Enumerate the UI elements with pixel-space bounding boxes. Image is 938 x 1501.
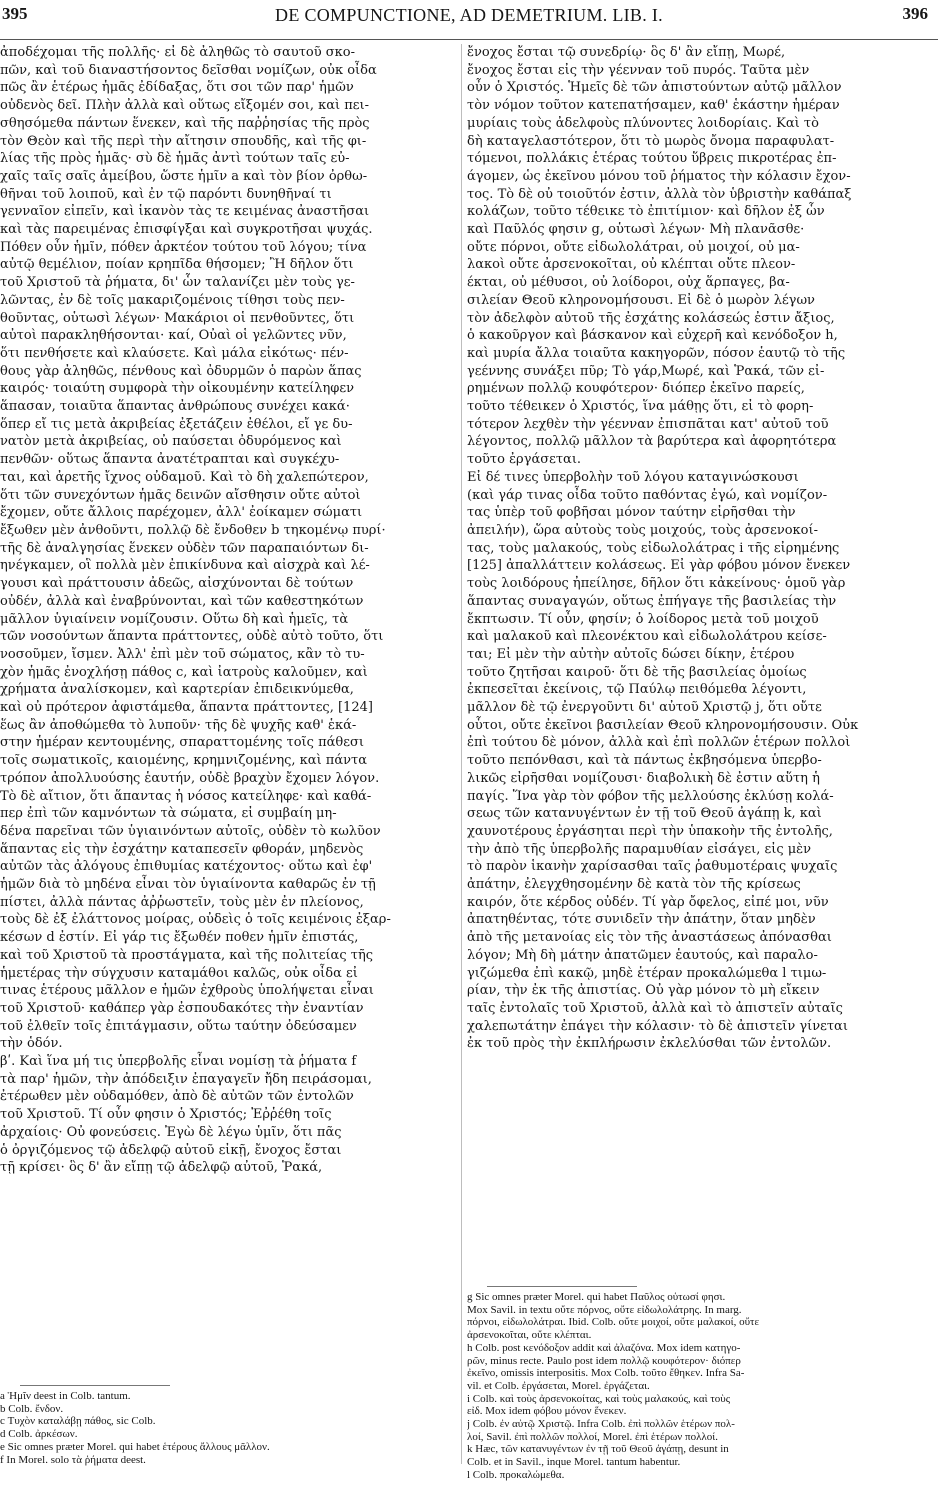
right-footnotes: g Sic omnes præter Morel. qui habet Παῦλος οὑτωσί φησι. Mox Savil. in textu οὔτε πόρνος, οὔτε εἰδωλολάτρης. In marg. πόρνοι, εἰδωλολάτραι. Ibid. Colb. οὔτε μοιχοί, οὔτε μαλακοί, οὔτε ἀρσενοκοῖται, οὔτε κλέπται. h Colb. post κενόδοξον addit καὶ ἀλαζόνα. Mox idem κατηγο- ρῶν, minus recte. Paulo post idem πολλῷ κουφότερον· διόπερ ἐκεῖνο, omissis interpositis. Mox Colb. τοῦτο ἔθηκεν. Infra Sa- vil. et Colb. ἐργάσεται, Morel. ἐργάζεται. i Colb. καὶ τοὺς ἀρσενοκοίτας, καὶ τοὺς μαλακούς, καὶ τοὺς εἰδ. Mox idem φόβου μόνον ἕνεκεν. j Colb. ἐν αὐτῷ Χριστῷ. Infra Colb. ἐπὶ πολλῶν ἑτέρων πολ- λοί, Savil. ἐπὶ πολλῶν πολλοί, Morel. ἐπὶ ἑτέρων πολλοί. k Hæc, τῶν κατανυγέντων ἐν τῇ τοῦ Θεοῦ ἀγάπῃ, desunt in Colb. et in Savil., inque Morel. tantum habentur. l Colb. προκαλώμεθα. bbox=[467, 1291, 760, 1481]
left-column bbox=[0, 44, 456, 1501]
left-column-text: ἀποδέχομαι τῆς πολλῆς· εἰ δὲ ἀληθῶς τὸ σαυτοῦ σκο- πῶν, καὶ τοῦ διαναστήσοντος δεῖσθαι νομίζων, οὐκ οἶδα πῶς ἂν ἑτέρως ἡμᾶς ἐδίδαξας, ὅτι σοι τῶν παρ' ἡμῶν οὐδενὸς δεῖ. Πλὴν ἀλλὰ καὶ οὕτως εἴξομέν σοι, καὶ πει- σθησόμεθα πάντων ἕνεκεν, καὶ τῆς παῤῥησίας τῆς πρὸς τὸν Θεὸν καὶ τῆς περὶ τὴν αἴτησιν σπουδῆς, καὶ τῆς φι- λίας τῆς πρὸς ἡμᾶς· σὺ δὲ ἡμᾶς ἀντὶ τούτων ταῖς εὐ- χαῖς ταῖς σαῖς ἀμείβου, ὥστε ἡμῖν a καὶ τὸν βίον ὀρθω- θῆναι τοῦ λοιποῦ, καὶ ἐν τῷ παρόντι δυνηθῆναί τι γενναῖον εἰπεῖν, καὶ ἱκανὸν τὰς τε κειμένας ἀναστῆσαι καὶ τὰς παρειμένας ἐπισφίγξαι καὶ συγκροτῆσαι ψυχάς. Πόθεν οὖν ἡμῖν, πόθεν ἀρκτέον τούτου τοῦ λόγου; τίνα αὐτῷ θεμέλιον, ποίαν κρηπῖδα θήσομεν; Ἢ δῆλον ὅτι τοῦ Χριστοῦ τὰ ῥήματα, δι' ὧν ταλανίζει μὲν τοὺς γε- λῶντας, ἐν δὲ τοῖς μακαριζομένοις τίθησι τοὺς πεν- θοῦντας, οὑτωσὶ λέγων· Μακάριοι οἱ πενθοῦντες, ὅτι αὐτοὶ παρακληθήσονται· καί, Οὐαὶ οἱ γελῶντες νῦν, ὅτι πενθήσετε καὶ κλαύσετε. Καὶ μάλα εἰκότως· πέν- θους γὰρ ἀληθῶς, πένθους καὶ ὀδυρμῶν ὁ παρὼν ἅπας καιρός· τοιαύτη συμφορὰ τὴν οἰκουμένην κατείληφεν ἅπασαν, τοιαῦτα ἅπαντας ἀνθρώπους συνέχει κακά· ὅπερ εἴ τις μετὰ ἀκριβείας ἐξετάζειν ἐθέλοι, εἴ γε δυ- νατὸν μετὰ ἀκριβείας, οὐ παύσεται ὀδυρόμενος καὶ πενθῶν· οὕτως ἅπαντα ἀνατέτραπται καὶ συγκέχυ- ται, καὶ ἀρετῆς ἴχνος οὐδαμοῦ. Καὶ τὸ δὴ χαλεπώτερον, ὅτι τῶν συνεχόντων ἡμᾶς δεινῶν αἴσθησιν οὔτε αὐτοὶ ἔχομεν, οὔτε ἄλλοις παρέχομεν, ἀλλ' ἐοίκαμεν σώματι ἔξωθεν μὲν ἀνθοῦντι, πολλῷ δὲ ἔνδοθεν b τηκομένῳ πυρί· τῆς δὲ ἀναλγησίας ἕνεκεν οὐδὲν τῶν παραπαιόντων δι- ηνέγκαμεν, οἳ πολλὰ μὲν ἐπικίνδυνα καὶ αἰσχρὰ καὶ λέ- γουσι καὶ πράττουσιν ἀδεῶς, αἰσχύνονται δὲ τούτων οὐδέν, ἀλλὰ καὶ ἐναβρύνονται, καὶ τῶν καθεστηκότων μᾶλλον ὑγιαίνειν νομίζουσιν. Οὕτω δὴ καὶ ἡμεῖς, τὰ τῶν νοσούντων ἅπαντα πράττοντες, οὐδὲ αὐτὸ τοῦτο, ὅτι νοσοῦμεν, ἴσμεν. Ἀλλ' ἐπὶ μὲν τοῦ σώματος, κἂν τὸ τυ- χὸν ἡμᾶς ἐνοχλήσῃ πάθος c, καὶ ἰατροὺς καλοῦμεν, καὶ χρήματα ἀναλίσκομεν, καὶ καρτερίαν ἐπιδεικνύμεθα, καὶ οὐ πρότερον ἀφιστάμεθα, ἅπαντα πράττοντες, [124] ἕως ἂν ἀποθώμεθα τὸ λυποῦν· τῆς δὲ ψυχῆς καθ' ἑκά- στην ἡμέραν κεντουμένης, σπαραττομένης τοῖς πάθεσι τοῖς σωματικοῖς, καιομένης, κρημνιζομένης, καὶ πάντα τρόπον ἀπολλυούσης ἑαυτήν, οὐδὲ βραχὺν ἔχομεν λόγον. Τὸ δὲ αἴτιον, ὅτι ἅπαντας ἡ νόσος κατείληφε· καὶ καθά- περ ἐπὶ τῶν καμνόντων τὰ σώματα, εἰ συμβαίη μη- δένα παρεῖναι τῶν ὑγιαινόντων αὐτοῖς, οὐδὲν τὸ κωλῦον ἅπαντας εἰς τὴν ἐσχάτην καταπεσεῖν φθοράν, μηδενὸς αὐτῶν τὰς ἀλόγους ἐπιθυμίας κατέχοντος· οὕτω καὶ ἐφ' ἡμῶν διὰ τὸ μηδένα εἶναι τὸν ὑγιαίνοντα καθαρῶς ἐν τῇ πίστει, ἀλλὰ πάντας ἀῤῥωστεῖν, τοὺς μὲν ἐν πλείονος, τοὺς δὲ ἐξ ἐλάττονος μοίρας, οὐδεὶς ὁ τοῖς κειμένοις ἐξαρ- κέσων d ἐστίν. Εἰ γάρ τις ἔξωθέν ποθεν ἡμῖν ἐπιστάς, καὶ τοῦ Χριστοῦ τὰ προστάγματα, καὶ τῆς πολιτείας τῆς ἡμετέρας τὴν σύγχυσιν καταμάθοι καλῶς, οὐκ οἶδα εἰ τινας ἑτέρους μᾶλλον e ἡμῶν ἐχθροὺς ὑπολήψεται εἶναι τοῦ Χριστοῦ· καθάπερ γὰρ ἐσπουδακότες τὴν ἐναντίαν τοῦ ἐλθεῖν τοῖς ἐπιτάγμασιν, οὕτω ταύτην ὀδεύσαμεν τὴν ὁδόν. βʹ. Καὶ ἵνα μή τις ὑπερβολῆς εἶναι νομίσῃ τὰ ῥήματα f τὰ παρ' ἡμῶν, τὴν ἀπόδειξιν ἐπαγαγεῖν ἤδη πειράσομαι, ἐτέρωθεν μὲν οὐδαμόθεν, ἀπὸ δὲ αὐτῶν τῶν ἐντολῶν τοῦ Χριστοῦ. Τί οὖν φησιν ὁ Χριστός; Ἐῤῥέθη τοῖς ἀρχαίοις· Οὐ φονεύσεις. Ἐγὼ δὲ λέγω ὑμῖν, ὅτι πᾶς ὁ ὀργιζόμενος τῷ ἀδελφῷ αὐτοῦ εἰκῇ, ἔνοχος ἔσται τῇ κρίσει· ὃς δ' ἂν εἴπῃ τῷ ἀδελφῷ αὐτοῦ, Ῥακά, bbox=[0, 45, 391, 1176]
left-footnote-rule bbox=[20, 1385, 170, 1386]
right-column bbox=[467, 44, 932, 1501]
right-footnote-rule bbox=[487, 1286, 637, 1287]
left-footnotes: a Ἡμῖν deest in Colb. tantum. b Colb. ἔνδον. c Τυχὸν καταλάβῃ πάθος, sic Colb. d Colb. ἀρκέσων. e Sic omnes præter Morel. qui habet ἑτέρους ἄλλους μᾶλλον. f In Morel. solo τὰ ῥήματα deest. bbox=[0, 1390, 270, 1466]
running-head bbox=[0, 0, 938, 36]
page-number-right: 396 bbox=[902, 4, 928, 23]
page-number-left: 395 bbox=[2, 4, 28, 23]
column-divider bbox=[461, 44, 462, 1464]
right-column-text: ἔνοχος ἔσται τῷ συνεδρίῳ· ὃς δ' ἂν εἴπῃ, Μωρέ, ἔνοχος ἔσται εἰς τὴν γέενναν τοῦ πυρός. Ταῦτα μὲν οὖν ὁ Χριστός. Ἡμεῖς δὲ τῶν ἀπιστούντων αὐτῷ μᾶλλον τὸν νόμον τοῦτον κατεπατήσαμεν, καθ' ἑκάστην ἡμέραν μυρίαις τοὺς ἀδελφοὺς πλύνοντες λοιδορίαις. Καὶ τὸ δὴ καταγελαστότερον, ὅτι τὸ μωρὸς ὄνομα παραφυλατ- τόμενοι, πολλάκις ἑτέρας τούτου ὕβρεις πικροτέρας ἐπ- άγομεν, ὡς ἐκεῖνου μόνου τοῦ ῥήματος τὴν κόλασιν ἔχον- τος. Τὸ δὲ οὐ τοιοῦτόν ἐστιν, ἀλλὰ τὸν ὑβριστὴν καθάπαξ κολάζων, τοῦτο τέθεικε τὸ ἐπιτίμιον· καὶ δῆλον ἐξ ὧν καὶ Παῦλός φησιν g, οὑτωσὶ λέγων· Μὴ πλανᾶσθε· οὔτε πόρνοι, οὔτε εἰδωλολάτραι, οὐ μοιχοί, οὐ μα- λακοὶ οὔτε ἀρσενοκοῖται, οὐ κλέπται οὔτε πλεον- έκται, οὐ μέθυσοι, οὐ λοίδοροι, οὐχ ἅρπαγες, βα- σιλείαν Θεοῦ κληρονομήσουσι. Εἰ δὲ ὁ μωρὸν λέγων τὸν ἀδελφὸν αὐτοῦ τῆς ἐσχάτης κολάσεώς ἐστιν ἄξιος, ὁ κακοῦργον καὶ βάσκανον καὶ εὐχερῆ καὶ κενόδοξον h, καὶ μυρία ἄλλα τοιαῦτα κακηγορῶν, πόσον ἑαυτῷ τὸ τῆς γεέννης συνάξει πῦρ; Τὸ γάρ,Μωρέ, καὶ Ῥακά, τῶν εἰ- ρημένων πολλῷ κουφότερον· διόπερ ἐκεῖνο παρείς, τοῦτο τέθεικεν ὁ Χριστός, ἵνα μάθῃς ὅτι, εἰ τὸ φορη- τότερον λεχθὲν τὴν γέενναν ἐπισπᾶται κατ' αὐτοῦ τοῦ λέγοντος, πολλῷ μᾶλλον τὰ βαρύτερα καὶ ἀφορητότερα τοῦτο ἐργάσεται. Εἰ δέ τινες ὑπερβολὴν τοῦ λόγου καταγινώσκουσι (καὶ γάρ τινας οἶδα τοῦτο παθόντας ἐγώ, καὶ νομίζον- τας ὑπὲρ τοῦ φοβῆσαι μόνον ταύτην εἰρῆσθαι τὴν ἀπειλήν), ὥρα αὐτοὺς τοὺς μοιχούς, τοὺς ἀρσενοκοί- τας, τοὺς μαλακούς, τοὺς εἰδωλολάτρας i τῆς εἰρημένης [125] ἀπαλλάττειν κολάσεως. Εἰ γὰρ φόβου μόνον ἕνεκεν τοὺς λοιδόρους ἠπείλησε, δῆλον ὅτι κἀκείνους· ὁμοῦ γὰρ ἅπαντας συναγαγών, οὕτως ἐπήγαγε τῆς βασιλείας τὴν ἔκπτωσιν. Τί οὖν, φησίν; ὁ λοίδορος μετὰ τοῦ μοιχοῦ καὶ μαλακοῦ καὶ πλεονέκτου καὶ εἰδωλολάτρου κείσε- ται; Εἰ μὲν τὴν αὐτὴν αὐτοῖς δώσει δίκην, ἑτέρου τοῦτο ζητῆσαι καιροῦ· ὅτι δὲ τῆς βασιλείας ὁμοίως ἐκπεσεῖται ἐκείνοις, τῷ Παύλῳ πειθόμεθα λέγοντι, μᾶλλον δὲ τῷ ἐνεργοῦντι δι' αὐτοῦ Χριστῷ j, ὅτι οὔτε οὗτοι, οὔτε ἐκεῖνοι βασιλείαν Θεοῦ κληρονομήσουσιν. Οὐκ ἐπὶ τούτου δὲ μόνον, ἀλλὰ καὶ ἐπὶ πολλῶν ἑτέρων πολλοὶ τοῦτο πεπόνθασι, καὶ τὰ πάντως ἐκβησόμενα ὑπερβο- λικῶς εἰρῆσθαι νομίζουσι· διαβολικὴ δὲ ἐστιν αὕτη ἡ παγίς. Ἵνα γὰρ τὸν φόβον τῆς μελλούσης ἐκλύσῃ κολά- σεως τῶν κατανυγέντων ἐν τῇ τοῦ Θεοῦ ἀγάπῃ k, καὶ χαυνοτέρους ἐργάσηται περὶ τὴν ὑπακοὴν τῆς ἐντολῆς, τὴν ἀπὸ τῆς ὑπερβολῆς παραμυθίαν εἰσάγει, εἰς μὲν τὸ παρὸν ἱκανὴν χαρίσασθαι ταῖς ῥαθυμοτέραις ψυχαῖς ἀπάτην, ἐλεγχθησομένην δὲ κατὰ τὸν τῆς κρίσεως καιρόν, ὅτε κέρδος οὐδέν. Τί γὰρ ὄφελος, εἰπέ μοι, νῦν ἀπατηθέντας, τότε συνιδεῖν τὴν ἀπάτην, ὅταν μηδὲν ἀπὸ τῆς μετανοίας εἰς τὸν τῆς ἀναστάσεως ἀπόνασθαι λόγον; Μὴ δὴ μάτην ἀπατῶμεν ἑαυτούς, καὶ παραλο- γιζώμεθα ἐπὶ κακῷ, μηδὲ ἑτέραν προκαλώμεθα l τιμω- ρίαν, τὴν ἐκ τῆς ἀπιστίας. Οὐ γὰρ μόνον τὸ μὴ εἴκειν ταῖς ἐντολαῖς τοῦ Χριστοῦ, ἀλλὰ καὶ τὸ ἀπιστεῖν αὐταῖς χαλεπωτάτην ἐπάγει τὴν κόλασιν· τὸ δὲ ἀπιστεῖν γίνεται ἐκ τοῦ πρὸς τὴν ἐκπλήρωσιν ἐκλελύσθαι τῶν ἐντολῶν. bbox=[467, 45, 859, 1052]
running-title: DE COMPUNCTIONE, AD DEMETRIUM. LIB. I. bbox=[275, 5, 663, 25]
header-rule bbox=[0, 39, 938, 40]
